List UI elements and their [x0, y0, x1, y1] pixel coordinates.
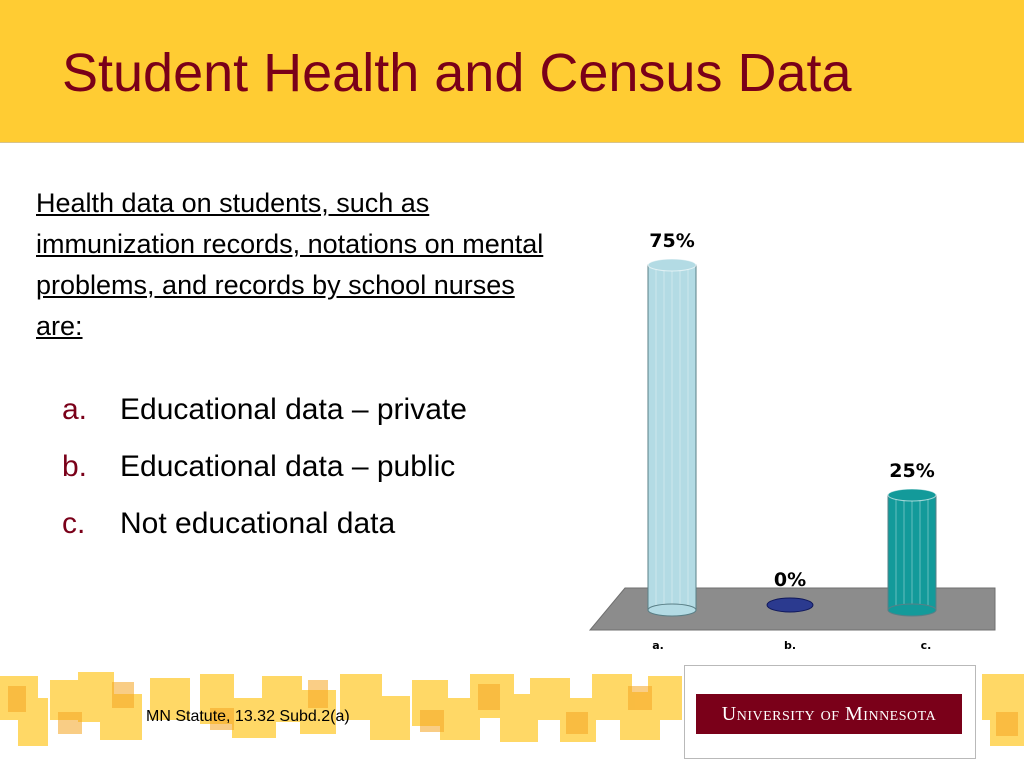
- data-label-a: 75%: [649, 230, 695, 252]
- data-label-c: 25%: [889, 460, 935, 482]
- bar-c: [888, 489, 936, 616]
- chart-bars: [648, 259, 936, 616]
- choice-text-c: Not educational data: [120, 507, 396, 540]
- logo-wordmark: University of Minnesota: [721, 703, 937, 725]
- choice-text-a: Educational data – private: [120, 393, 467, 426]
- category-label-a: a.: [652, 639, 664, 652]
- choice-letter-a: a.: [62, 393, 88, 426]
- logo-wordmark-bar: [696, 694, 962, 734]
- choice-b: [62, 449, 522, 484]
- category-label-c: c.: [920, 639, 932, 652]
- slide-title: Student Health and Census Data: [62, 43, 852, 103]
- choice-c: [62, 506, 522, 541]
- data-label-b: 0%: [773, 569, 807, 591]
- chart-category-labels: [652, 639, 931, 652]
- category-label-b: b.: [783, 639, 797, 652]
- choice-letter-c: c.: [62, 507, 86, 540]
- question-text: Health data on students, such as immunization records, notations on mental problems, and records by school nurses are:: [36, 188, 544, 341]
- answer-choices: [62, 392, 522, 563]
- title-band: [0, 0, 1024, 143]
- bar-b: [767, 598, 813, 612]
- footer-citation: MN Statute, 13.32 Subd.2(a): [146, 708, 350, 725]
- choice-letter-b: b.: [62, 450, 88, 483]
- choice-text-b: Educational data – public: [120, 450, 456, 483]
- response-bar-chart: [585, 215, 1015, 660]
- choice-a: [62, 392, 522, 427]
- bar-a: [648, 259, 696, 616]
- university-logo: [684, 665, 976, 759]
